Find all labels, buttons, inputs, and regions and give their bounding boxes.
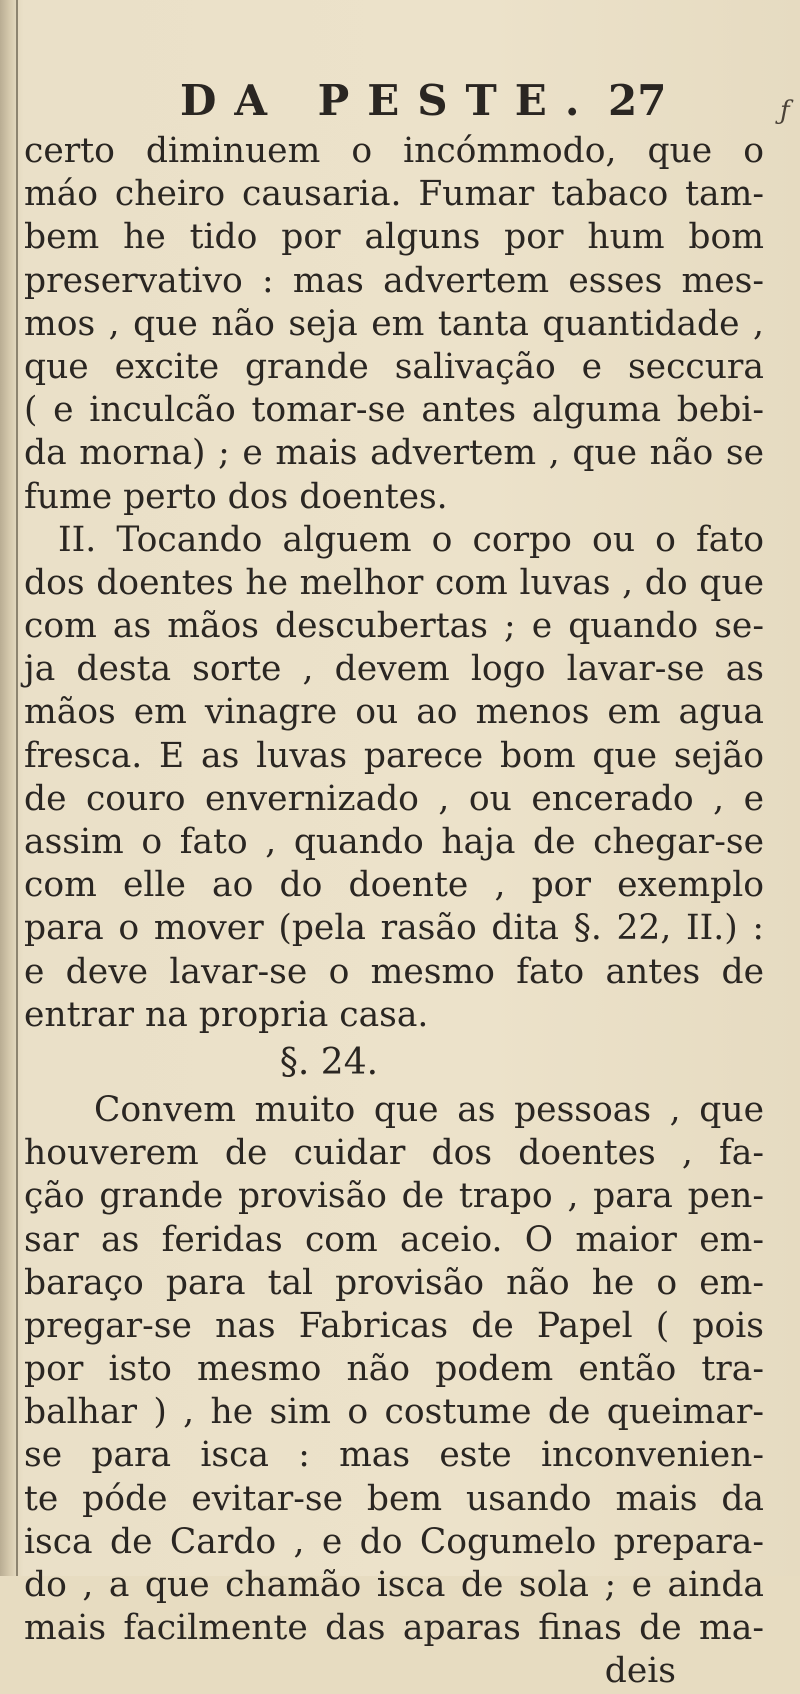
text-line: sar as feridas com aceio. O maior em-: [24, 1219, 764, 1260]
text-line: mãos em vinagre ou ao menos em agua: [24, 692, 764, 733]
text-line: baraço para tal provisão não he o em-: [24, 1262, 764, 1303]
text-line: e deve lavar-se o mesmo fato antes de: [24, 951, 764, 992]
text-line: fume perto dos doentes.: [24, 476, 448, 517]
paragraph-3: [24, 1089, 764, 1650]
margin-mark: ƒ: [780, 96, 790, 126]
body-text: [24, 130, 764, 1694]
text-line: te póde evitar-se bem usando mais da: [24, 1478, 764, 1519]
text-line: com as mãos descubertas ; e quando se-: [24, 606, 764, 647]
text-line: ( e inculcão tomar-se antes alguma bebi-: [24, 390, 764, 431]
text-line: para o mover (pela rasão dita §. 22, II.) :: [24, 908, 764, 949]
text-line: certo diminuem o incómmodo, que o: [24, 131, 764, 171]
text-line: máo cheiro causaria. Fumar tabaco tam-: [24, 174, 764, 215]
text-line: se para isca : mas este inconvenien-: [24, 1435, 764, 1476]
text-line: Convem muito que as pessoas , que: [94, 1089, 764, 1130]
text-line: da morna) ; e mais advertem , que não se: [24, 433, 764, 474]
text-line: mos , que não seja em tanta quantidade ,: [24, 303, 764, 344]
text-line: balhar ) , he sim o costume de queimar-: [24, 1392, 764, 1433]
text-line: de couro envernizado , ou encerado , e: [24, 778, 764, 819]
text-line: bem he tido por alguns por hum bom: [24, 217, 764, 258]
paragraph-1: [24, 130, 764, 519]
section-number: §. 24.: [279, 1041, 379, 1083]
text-line: II. Tocando alguem o corpo ou o fato: [58, 519, 764, 560]
page-binding-edge: [0, 0, 18, 1576]
text-line: ção grande provisão de trapo , para pen-: [24, 1176, 764, 1217]
running-title: DA PESTE.: [180, 76, 598, 125]
text-line: com elle ao do doente , por exemplo: [24, 865, 764, 906]
text-line: ja desta sorte , devem logo lavar-se as: [24, 649, 764, 690]
text-line: preservativo : mas advertem esses mes-: [24, 260, 764, 301]
text-line: pregar-se nas Fabricas de Papel ( pois: [24, 1305, 764, 1346]
text-line: isca de Cardo , e do Cogumelo prepara-: [24, 1521, 764, 1562]
text-line: que excite grande salivação e seccura: [24, 346, 764, 387]
text-line: houverem de cuidar dos doentes , fa-: [24, 1133, 764, 1174]
page-number: 27: [608, 76, 667, 125]
text-line: assim o fato , quando haja de chegar-se: [24, 822, 764, 862]
paragraph-2: [24, 519, 764, 1037]
text-line: fresca. E as luvas parece bom que sejão: [24, 735, 764, 776]
text-line: mais facilmente das aparas finas de ma-: [24, 1608, 764, 1649]
text-line: dos doentes he melhor com luvas , do que: [24, 562, 764, 603]
text-line: entrar na propria casa.: [24, 994, 429, 1035]
catchword: deis: [604, 1651, 676, 1692]
text-line: do , a que chamão isca de sola ; e ainda: [24, 1565, 764, 1605]
page-header: [180, 76, 670, 136]
text-line: por isto mesmo não podem então tra-: [24, 1349, 764, 1390]
